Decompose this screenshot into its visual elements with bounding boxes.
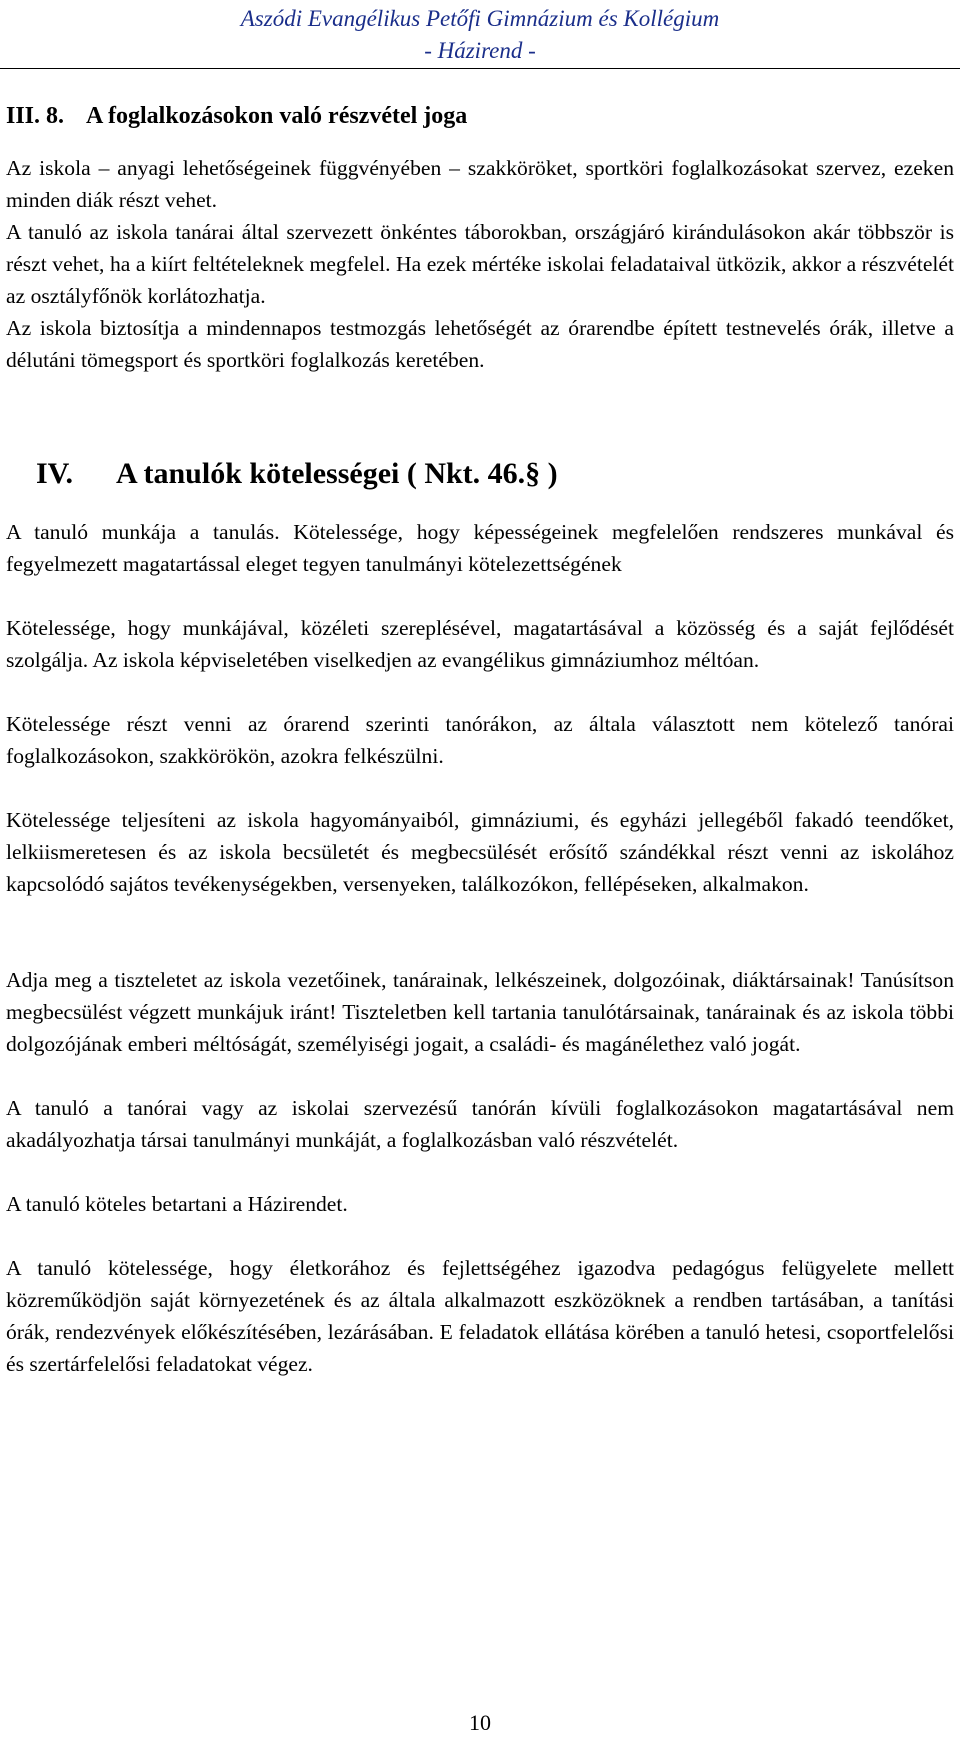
- spacer: [6, 900, 954, 964]
- section-title: A foglalkozásokon való részvétel joga: [86, 103, 468, 129]
- paragraph: Kötelessége részt venni az órarend szerinti tanórákon, az általa választott nem kötelező tanórai foglalkozásokon, szakkörökön, azokra felkészülni.: [6, 712, 954, 768]
- section-heading: [6, 100, 954, 132]
- school-name: Aszódi Evangélikus Petőfi Gimnázium és Kollégium: [240, 6, 720, 31]
- paragraph: Kötelessége, hogy munkájával, közéleti szereplésével, magatartásával a közösség és a saját fejlődését szolgálja. Az iskola képviseletében viselkedjen az evangélikus gimnáziumhoz méltóan.: [6, 616, 954, 672]
- page-number: 10: [469, 1710, 491, 1735]
- document-title: - Házirend -: [424, 38, 536, 63]
- page-header: [0, 4, 960, 69]
- spacer: [6, 1220, 954, 1252]
- chapter-number: IV.: [36, 457, 73, 490]
- spacer: [6, 132, 954, 152]
- paragraph: Adja meg a tiszteletet az iskola vezetőinek, tanárainak, lelkészeinek, dolgozóinak, diáktársainak! Tanúsítson megbecsülést végzett munkájuk iránt! Tiszteletben kell tartania tanulótársainak, tanárainak és az iskola többi dolgozójának emberi méltóságát, személyiségi jogait, a családi- és magánélethez való jogát.: [6, 968, 954, 1056]
- paragraph: A tanuló a tanórai vagy az iskolai szervezésű tanórán kívüli foglalkozásokon magatartásával nem akadályozhatja társai tanulmányi munkáját, a foglalkozásban való részvételét.: [6, 1096, 954, 1152]
- document-body: [6, 100, 954, 1380]
- section-number: III. 8.: [6, 103, 65, 129]
- spacer: [6, 772, 954, 804]
- chapter-heading: [6, 454, 954, 494]
- spacer: [6, 494, 954, 516]
- spacer: [6, 1156, 954, 1188]
- paragraph: Az iskola biztosítja a mindennapos testmozgás lehetőségét az órarendbe épített testnevelés órák, illetve a délutáni tömegsport és sportköri foglalkozás keretében.: [6, 316, 954, 372]
- spacer: [6, 580, 954, 612]
- spacer: [6, 676, 954, 708]
- paragraph: Kötelessége teljesíteni az iskola hagyományaiból, gimnáziumi, és egyházi jellegéből fakadó teendőket, lelkiismeretesen és az iskola becsületét és megbecsülését erősítő szándékkal részt venni az iskolához kapcsolódó sajátos tevékenységekben, versenyeken, találkozókon, fellépéseken, alkalmakon.: [6, 808, 954, 896]
- paragraph: Az iskola – anyagi lehetőségeinek függvényében – szakköröket, sportköri foglalkozásokat szervez, ezeken minden diák részt vehet.: [6, 156, 954, 212]
- paragraph: A tanuló köteles betartani a Házirendet.: [6, 1192, 348, 1216]
- spacer: [6, 376, 954, 454]
- chapter-title: A tanulók kötelességei ( Nkt. 46.§ ): [116, 457, 558, 490]
- spacer: [6, 1060, 954, 1092]
- paragraph: A tanuló az iskola tanárai által szervezett önkéntes táborokban, országjáró kirándulásokon akár többször is részt vehet, ha a kiírt feltételeknek megfelel. Ha ezek mértéke iskolai feladataival ütközik, akkor a részvételét az osztályfőnök korlátozhatja.: [6, 220, 954, 308]
- paragraph: A tanuló munkája a tanulás. Kötelessége, hogy képességeinek megfelelően rendszeres munkával és fegyelmezett magatartással eleget tegyen tanulmányi kötelezettségének: [6, 520, 954, 576]
- paragraph: A tanuló kötelessége, hogy életkorához és fejlettségéhez igazodva pedagógus felügyelete mellett közreműködjön saját környezetének és az általa alkalmazott eszközöknek a rendben tartásában, a tanítási órák, rendezvények előkészítésében, lezárásában. E feladatok ellátása körében a tanuló hetesi, csoportfelelősi és szertárfelelősi feladatokat végez.: [6, 1256, 954, 1376]
